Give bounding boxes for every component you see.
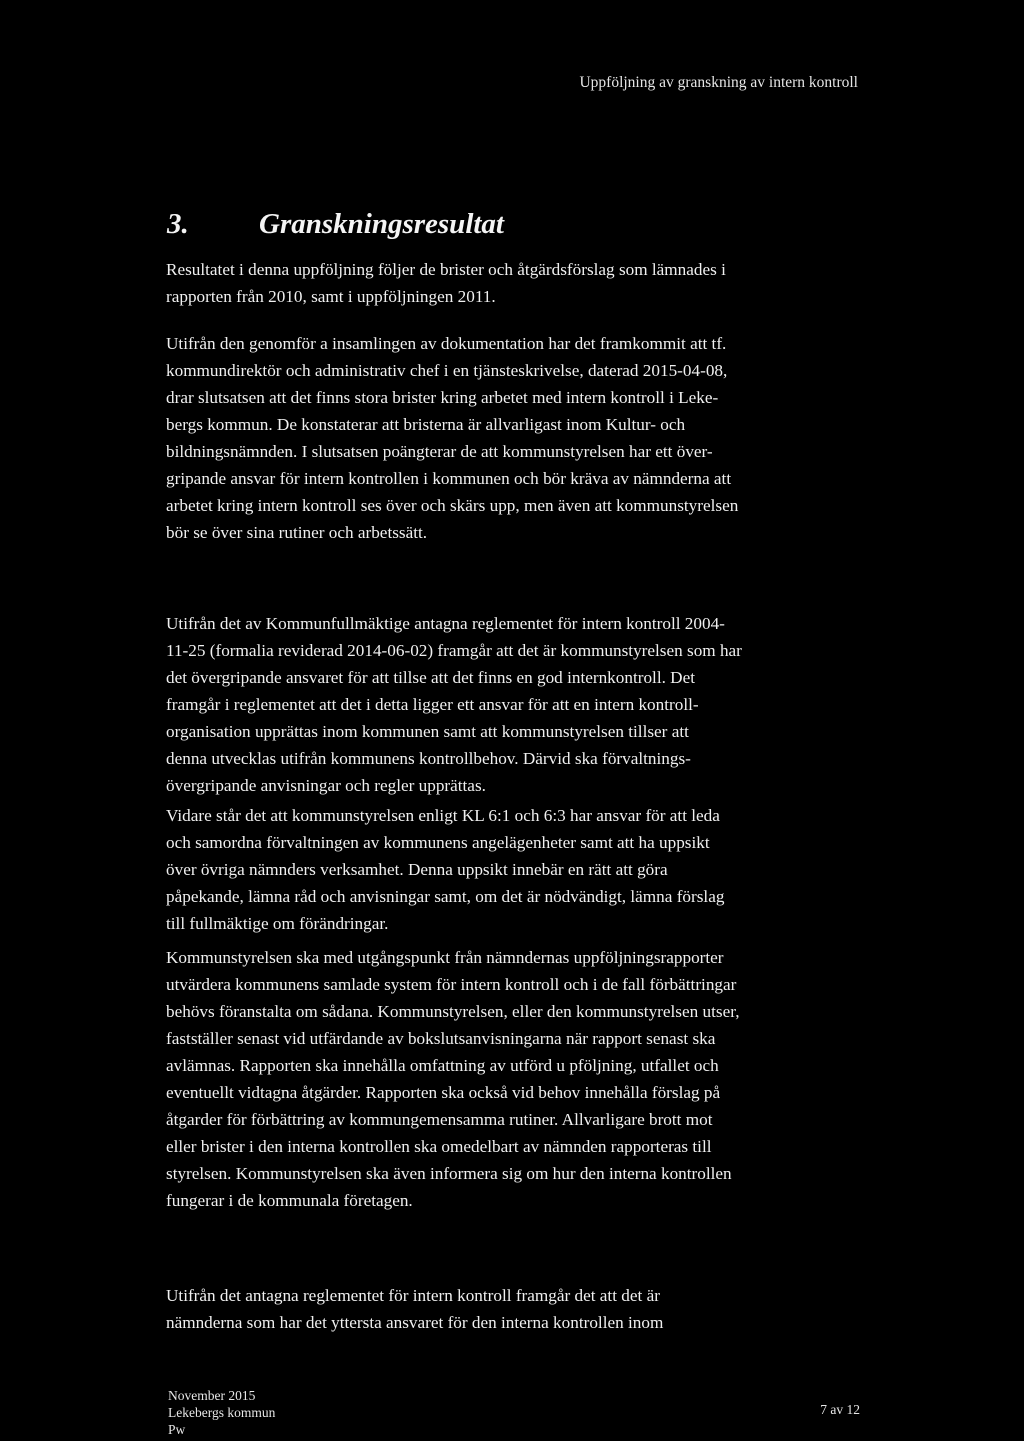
paragraph-line: Utifrån det antagna reglementet för intern kontroll framgår det att det är: [166, 1286, 660, 1305]
paragraph-line: behövs föranstalta om sådana. Kommunstyrelsen, eller den kommunstyrelsen utser,: [166, 1002, 740, 1021]
paragraph-line: styrelsen. Kommunstyrelsen ska även informera sig om hur den interna kontrollen: [166, 1164, 732, 1183]
paragraph-line: och samordna förvaltningen av kommunens angelägenheter samt att ha uppsikt: [166, 833, 710, 852]
paragraph-line: nämnderna som har det yttersta ansvaret för den interna kontrollen inom: [166, 1313, 664, 1332]
paragraph-line: fastställer senast vid utfärdande av bokslutsanvisningarna när rapport senast ska: [166, 1029, 716, 1048]
paragraph-line: Resultatet i denna uppföljning följer de brister och åtgärdsförslag som lämnades i: [166, 260, 726, 279]
section-title: Granskningsresultat: [259, 208, 504, 240]
paragraph-line: avlämnas. Rapporten ska innehålla omfattning av utförd u pföljning, utfallet och: [166, 1056, 719, 1075]
paragraph-line: påpekande, lämna råd och anvisningar samt, om det är nödvändigt, lämna förslag: [166, 887, 725, 906]
paragraph-line: arbetet kring intern kontroll ses över och skärs upp, men även att kommunstyrelsen: [166, 496, 739, 515]
paragraph-line: åtgarder för förbättring av kommungemensamma rutiner. Allvarligare brott mot: [166, 1110, 713, 1129]
paragraph-line: bildningsnämnden. I slutsatsen poängterar de att kommunstyrelsen har ett över-: [166, 442, 713, 461]
paragraph-line: utvärdera kommunens samlade system för intern kontroll och i de fall förbättringar: [166, 975, 737, 994]
paragraph-line: Utifrån det av Kommunfullmäktige antagna reglementet för intern kontroll 2004-: [166, 614, 725, 633]
paragraph-intro: [166, 256, 866, 310]
paragraph-line: Kommunstyrelsen ska med utgångspunkt från nämndernas uppföljningsrapporter: [166, 948, 724, 967]
paragraph-line: bör se över sina rutiner och arbetssätt.: [166, 523, 428, 542]
footer-date: November 2015: [168, 1388, 256, 1403]
paragraph-evaluation: [166, 944, 866, 1214]
paragraph-line: denna utvecklas utifrån kommunens kontrollbehov. Därvid ska förvaltnings-: [166, 749, 691, 768]
footer-author: Pw: [168, 1422, 186, 1437]
paragraph-line: organisation upprättas inom kommunen samt att kommunstyrelsen tillser att: [166, 722, 689, 741]
paragraph-line: rapporten från 2010, samt i uppföljningen 2011.: [166, 287, 496, 306]
paragraph-findings: [166, 330, 866, 546]
footer-info: [168, 1387, 275, 1438]
page-number: 7 av 12: [820, 1402, 860, 1417]
paragraph-committees: [166, 1282, 866, 1336]
footer-organization: Lekebergs kommun: [168, 1405, 276, 1420]
paragraph-line: 11-25 (formalia reviderad 2014-06-02) framgår att det är kommunstyrelsen som har: [166, 641, 742, 660]
paragraph-line: Vidare står det att kommunstyrelsen enligt KL 6:1 och 6:3 har ansvar för att leda: [166, 806, 720, 825]
paragraph-line: kommundirektör och administrativ chef i en tjänsteskrivelse, daterad 2015-04-08,: [166, 361, 728, 380]
paragraph-line: över övriga nämnders verksamhet. Denna uppsikt innebär en rätt att göra: [166, 860, 668, 879]
paragraph-line: eventuellt vidtagna åtgärder. Rapporten ska också vid behov innehålla förslag på: [166, 1083, 721, 1102]
paragraph-line: gripande ansvar för intern kontrollen i kommunen och bör kräva av nämnderna att: [166, 469, 732, 488]
paragraph-line: drar slutsatsen att det finns stora brister kring arbetet med intern kontroll i Leke-: [166, 388, 719, 407]
paragraph-regulation: [166, 610, 866, 799]
paragraph-line: övergripande anvisningar och regler upprättas.: [166, 776, 486, 795]
running-header: Uppföljning av granskning av intern kontroll: [579, 74, 858, 91]
paragraph-line: bergs kommun. De konstaterar att bristerna är allvarligast inom Kultur- och: [166, 415, 686, 434]
paragraph-line: fungerar i de kommunala företagen.: [166, 1191, 413, 1210]
paragraph-line: eller brister i den interna kontrollen ska omedelbart av nämnden rapporteras till: [166, 1137, 712, 1156]
section-heading: [167, 208, 504, 241]
paragraph-line: det övergripande ansvaret för att tillse att det finns en god internkontroll. Det: [166, 668, 696, 687]
paragraph-line: till fullmäktige om förändringar.: [166, 914, 389, 933]
paragraph-kl-responsibility: [166, 802, 866, 937]
paragraph-line: Utifrån den genomför a insamlingen av dokumentation har det framkommit att tf.: [166, 334, 727, 353]
paragraph-line: framgår i reglementet att det i detta ligger ett ansvar för att en intern kontroll-: [166, 695, 699, 714]
section-number: 3.: [167, 208, 189, 240]
